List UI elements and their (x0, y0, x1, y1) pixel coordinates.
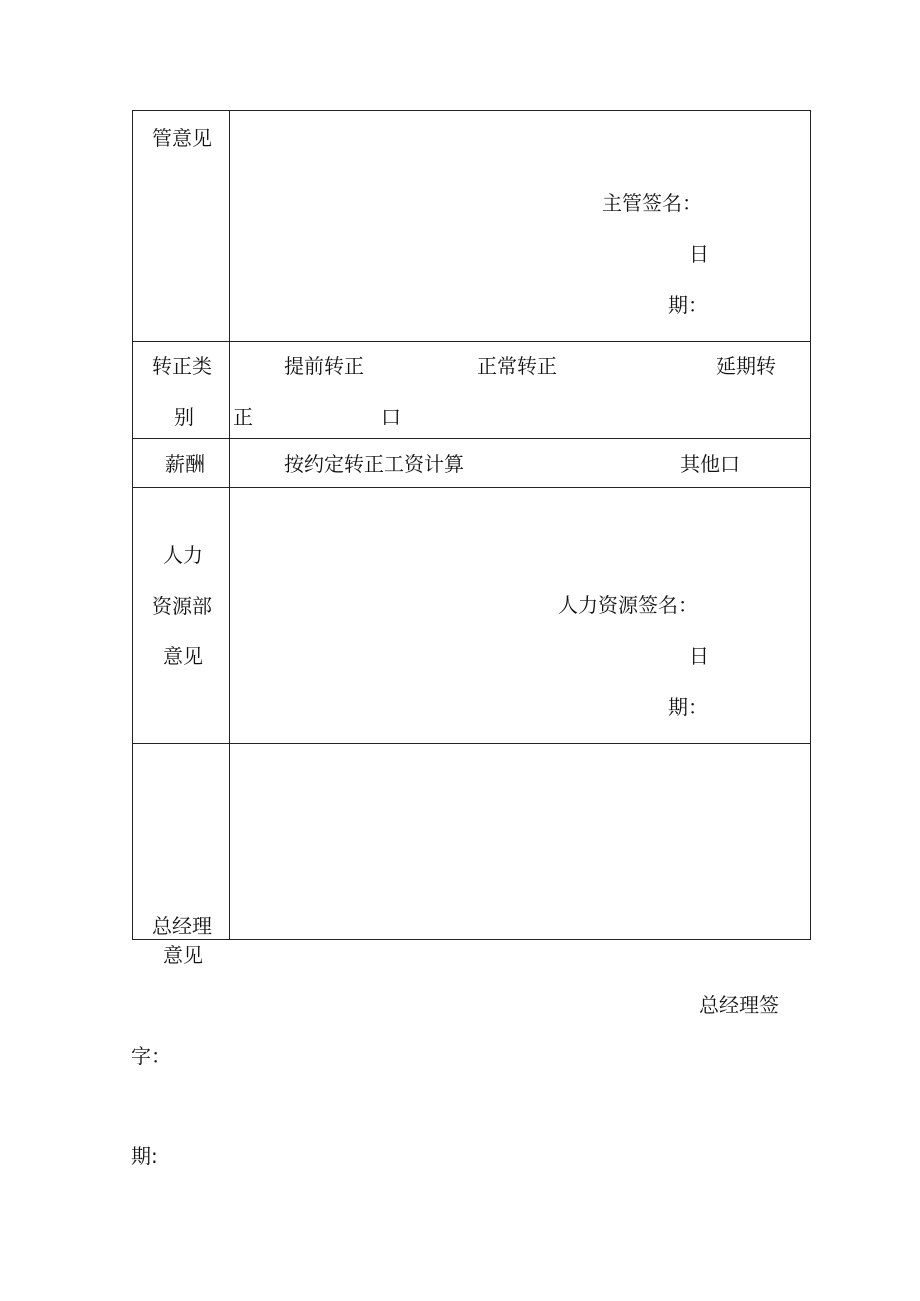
row-divider-conversion (132, 438, 811, 439)
hr-label-line1: 人力 (163, 543, 203, 567)
row-divider-supervisor (132, 341, 811, 342)
conversion-type-label-line2: 别 (174, 405, 194, 429)
option-other-salary[interactable]: 其他口 (680, 452, 740, 476)
row-divider-salary (132, 487, 811, 488)
row-divider-hr (132, 743, 811, 744)
hr-signature-label: 人力资源签名： (558, 593, 698, 617)
option-contract-salary[interactable]: 按约定转正工资计算 (284, 452, 464, 476)
hr-label-line2: 资源部 (152, 594, 212, 618)
option-normal-conversion[interactable]: 正常转正 (477, 354, 557, 378)
supervisor-date-ri: 日 (689, 242, 709, 266)
table-bottom-border (132, 939, 811, 940)
conversion-type-label-line1: 转正类 (152, 354, 212, 378)
gm-date-qi: 期: (131, 1144, 158, 1168)
option-delayed-conversion-line1[interactable]: 延期转 (716, 354, 776, 378)
option-delayed-conversion-line2[interactable]: 正 (233, 405, 253, 429)
salary-label: 薪酬 (165, 452, 205, 476)
table-left-border (132, 110, 133, 940)
hr-date-qi: 期： (668, 695, 708, 719)
table-top-border (132, 110, 811, 111)
label-column-divider (229, 110, 230, 940)
hr-label-line3: 意见 (163, 644, 203, 668)
gm-signature-label-line1: 总经理签 (699, 993, 779, 1017)
gm-label-line1: 总经理 (152, 914, 212, 938)
option-early-conversion[interactable]: 提前转正 (284, 354, 364, 378)
gm-signature-label-line2: 字： (131, 1044, 171, 1068)
hr-date-ri: 日 (689, 644, 709, 668)
supervisor-opinion-label: 管意见 (152, 126, 212, 150)
supervisor-date-qi: 期： (668, 293, 708, 317)
checkbox-glyph[interactable]: 口 (381, 405, 401, 429)
gm-label-line2: 意见 (163, 943, 203, 967)
supervisor-signature-label: 主管签名： (602, 191, 702, 215)
table-right-border (810, 110, 811, 940)
